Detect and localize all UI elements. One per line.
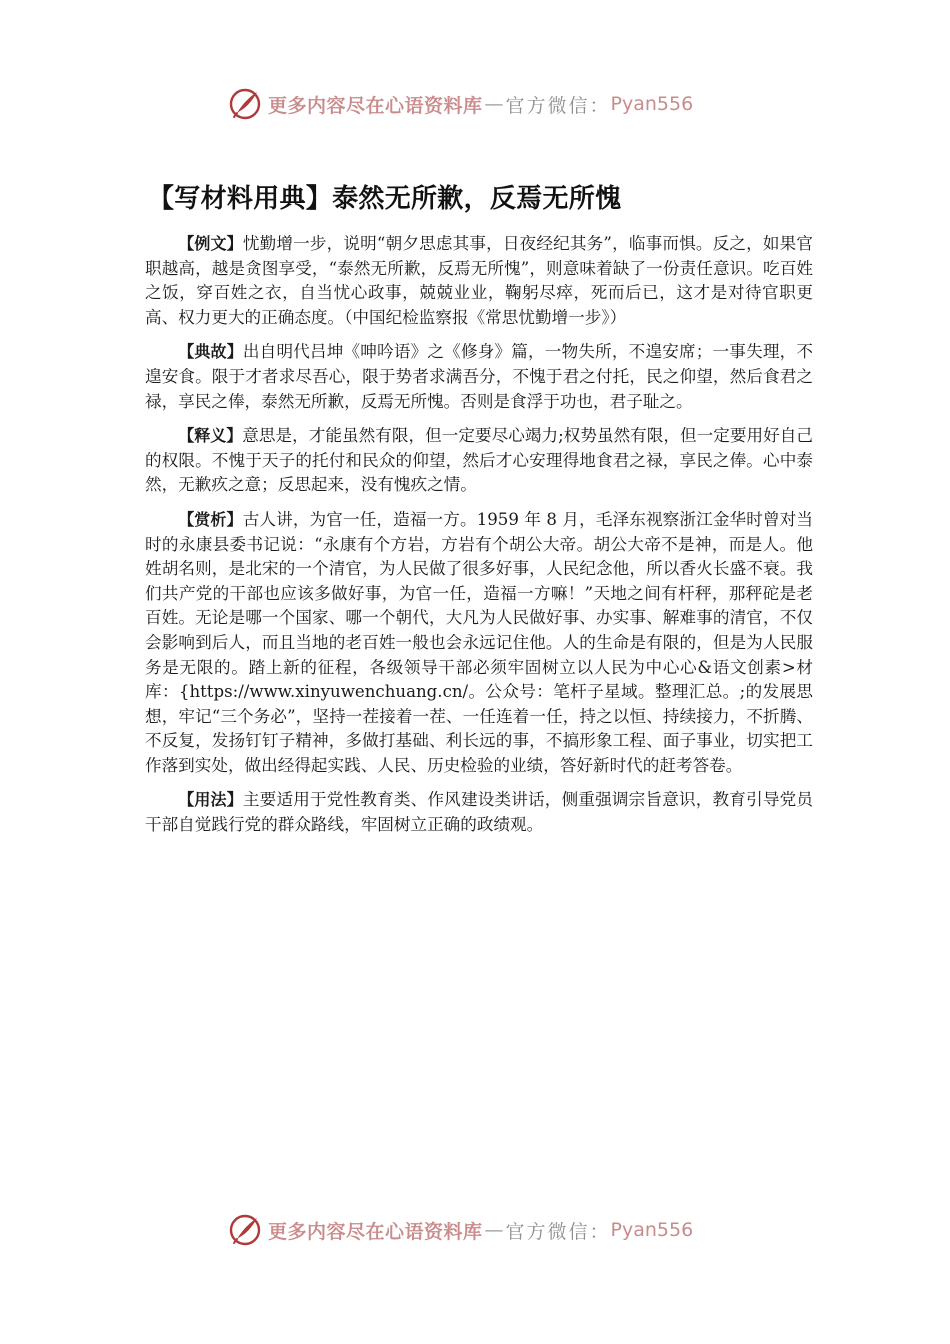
section-usage (145, 788, 813, 837)
section-example (145, 232, 813, 330)
section-tag: 【赏析】 (178, 509, 243, 529)
banner-wechat-id: Pyan556 (610, 93, 694, 115)
footer-banner (228, 1210, 748, 1250)
section-tag: 【典故】 (178, 342, 243, 362)
page-title: 【写材料用典】泰然无所歉，反焉无所愧 (148, 184, 622, 214)
section-tag: 【用法】 (178, 790, 243, 810)
section-text: 古人讲，为官一任，造福一方。1959 年 8 月，毛泽东视察浙江金华时曾对当时的永康县委书记说：“永康有个方岩，方岩有个胡公大帝。胡公大帝不是神，而是人。他姓胡名则，是北宋的一个清官，为人民做了很多好事，人民纪念他，所以香火长盛不衰。我们共产党的干部也应该多做好事，为官一任，造福一方嘛！”天地之间有杆秤，那秤砣是老百姓。无论是哪一个国家、哪一个朝代，大凡为人民做好事、办实事、解难事的清官，不仅会影响到后人，而且当地的老百姓一般也会永远记住他。人的生命是有限的，但是为人民服务是无限的。踏上新的征程，各级领导干部必须牢固树立以人民为中心心&语文创素>材库：{https://www.xinyuwenchuang.cn/。公众号：笔杆子星域。整理汇总。;的发展思想，牢记“三个务必”，坚持一茬接着一茬、一任连着一任，持之以恒、持续接力，不折腾、不反复，发扬钉钉子精神，多做打基础、利长远的事，不搞形象工程、面子事业，切实把工作落到实处，做出经得起实践、人民、历史检验的业绩，答好新时代的赶考答卷。 (145, 509, 813, 775)
banner-main-text: 更多内容尽在心语资料库 (268, 1220, 483, 1243)
section-tag: 【例文】 (178, 234, 243, 253)
header-banner (228, 84, 748, 124)
banner-wechat-id: Pyan556 (610, 1219, 694, 1241)
section-text: 主要适用于党性教育类、作风建设类讲话，侧重强调宗旨意识，教育引导党员干部自觉践行党的群众路线，牢固树立正确的政绩观。 (145, 790, 813, 835)
article-body (145, 232, 813, 848)
section-text: 忧勤增一步，说明“朝夕思虑其事，日夜经纪其务”，临事而惧。反之，如果官职越高，越是贪图享受，“泰然无所歉，反焉无所愧”，则意味着缺了一份责任意识。吃百姓之饭，穿百姓之衣，自当忧心政事，兢兢业业，鞠躬尽瘁，死而后已，这才是对待官职更高、权力更大的正确态度。（中国纪检监察报《常思忧勤增一步》） (145, 234, 813, 327)
section-allusion (145, 340, 813, 414)
section-text: 出自明代吕坤《呻吟语》之《修身》篇，一物失所，不遑安席；一事失理，不遑安食。限于才者求尽吾心，限于势者求满吾分，不愧于君之付托，民之仰望，然后食君之禄，享民之俸，泰然无所歉，反焉无所愧。否则是食浮于功也，君子耻之。 (145, 342, 813, 411)
section-appreciation (145, 508, 813, 779)
quill-logo-icon (228, 87, 262, 121)
section-meaning (145, 424, 813, 498)
quill-logo-icon (228, 1213, 262, 1247)
banner-wechat-label: 官方微信： (505, 94, 611, 117)
banner-separator: — (484, 93, 504, 115)
section-tag: 【释义】 (178, 426, 243, 446)
banner-separator: — (484, 1219, 504, 1241)
section-text: 意思是，才能虽然有限，但一定要尽心竭力;权势虽然有限，但一定要用好自己的权限。不愧于天子的托付和民众的仰望，然后才心安理得地食君之禄，享民之俸。心中泰然，无歉疚之意；反思起来，没有愧疚之情。 (145, 426, 813, 495)
banner-main-text: 更多内容尽在心语资料库 (268, 94, 483, 117)
banner-wechat-label: 官方微信： (505, 1220, 611, 1243)
